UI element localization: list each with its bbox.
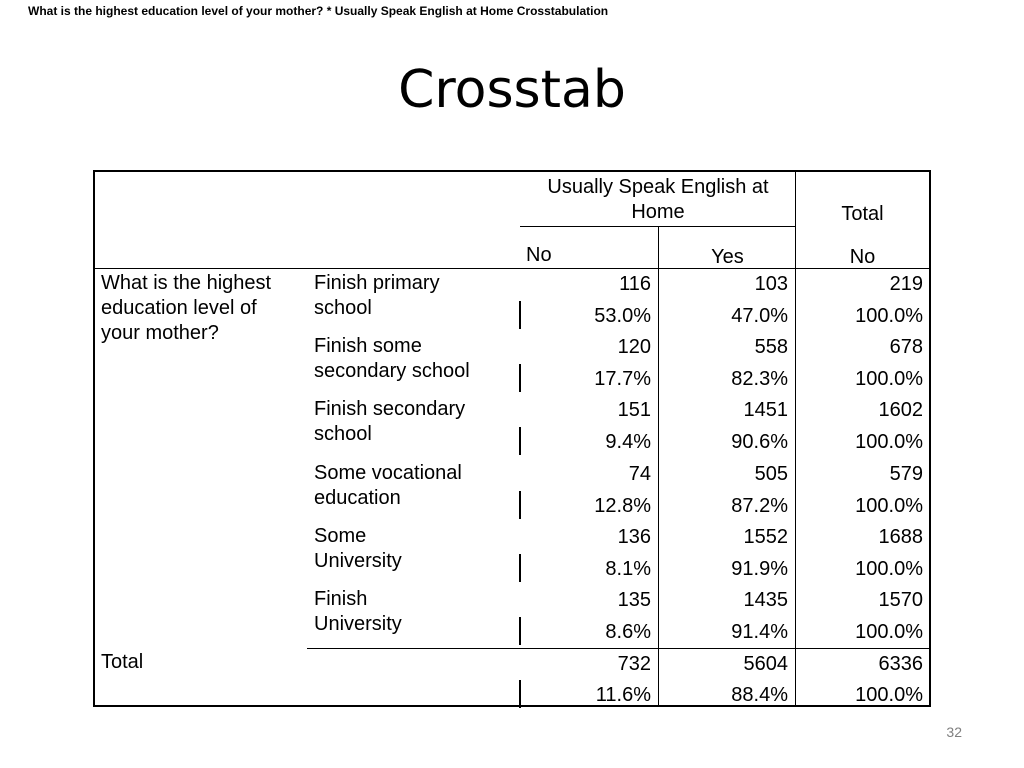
row-category-line-2: school [314,423,372,446]
yes-count-cell: 1435 [743,589,788,611]
row-variable-label [101,271,271,346]
no-pct-cell: 17.7% [594,368,651,391]
row-category-label [314,524,402,574]
total-count-cell: 1688 [878,525,923,548]
total-pct-cell: 100.0% [855,368,923,391]
yes-pct-cell: 47.0% [731,305,788,327]
row-category-label [314,461,462,511]
divider-body-total [307,648,929,649]
divider-group-header [520,226,796,227]
total-pct-cell: 100.0% [855,431,923,454]
column-group-line-2: Home [631,201,685,223]
yes-count-cell: 1451 [743,399,788,422]
row-category-line-1: Finish some [314,335,422,358]
total-total-count: 6336 [878,653,923,675]
page-number: 32 [946,724,962,740]
row-category-line-2: University [314,549,402,572]
no-pct-cell: 12.8% [594,494,651,517]
total-count-cell: 678 [889,336,923,359]
no-pct-cell: 8.1% [605,557,651,580]
row-category-label [314,334,470,384]
row-category-line-2: secondary school [314,360,470,383]
total-count-cell: 1570 [878,589,923,611]
yes-pct-cell: 82.3% [731,368,788,391]
column-group-header [520,175,796,225]
column-group-line-1: Usually Speak English at [547,176,769,198]
no-count-cell: 74 [628,462,651,485]
total-pct-cell: 100.0% [855,557,923,580]
yes-pct-cell: 91.4% [731,621,788,643]
row-variable-line-1: What is the highest [101,272,272,294]
yes-count-cell: 1552 [743,525,788,548]
yes-pct-cell: 87.2% [731,494,788,517]
row-category-line-1: Finish primary [314,272,440,294]
total-pct-cell: 100.0% [855,305,923,327]
total-no-pct: 11.6% [595,684,651,706]
no-pct-cell: 9.4% [605,431,651,454]
yes-count-cell: 558 [754,336,788,359]
row-variable-line-2: education level of [101,297,257,319]
yes-pct-cell: 91.9% [731,557,788,580]
total-column-header: Total [841,203,884,225]
no-count-cell: 151 [617,399,651,422]
no-count-cell: 120 [617,336,651,359]
slide-title: Crosstab [398,60,626,120]
row-category-line-1: Finish [314,588,368,610]
column-header-yes: Yes [711,246,744,268]
row-category-line-2: school [314,297,372,319]
no-pct-cell: 53.0% [594,305,651,327]
row-category-line-1: Some [314,524,367,547]
total-row-label: Total [101,651,144,673]
row-category-line-1: Finish secondary [314,398,466,421]
no-count-cell: 135 [617,589,651,611]
row-category-label [314,587,402,637]
row-category-label [314,271,440,321]
total-yes-pct: 88.4% [731,684,788,706]
row-category-line-2: education [314,486,401,509]
row-category-line-2: University [314,613,402,635]
no-count-cell: 116 [619,273,651,295]
yes-count-cell: 505 [754,462,788,485]
no-count-cell: 136 [617,525,651,548]
crosstab-table [93,170,931,707]
row-category-line-1: Some vocational [314,461,462,484]
row-variable-line-3: your mother? [101,322,219,344]
yes-pct-cell: 90.6% [731,431,788,454]
total-no-count: 732 [617,653,651,675]
total-pct-cell: 100.0% [855,494,923,517]
crosstab-caption: What is the highest education level of your mother? * Usually Speak English at Home Crosstabulation [28,4,609,18]
total-total-pct: 100.0% [855,684,923,706]
column-header-no: No [526,244,552,266]
column-header-total-sub: No [849,246,876,268]
total-count-cell: 1602 [878,399,923,422]
total-count-cell: 579 [889,462,923,485]
total-count-cell: 219 [889,273,923,295]
total-yes-count: 5604 [743,653,788,675]
total-pct-cell: 100.0% [855,621,923,643]
yes-count-cell: 103 [754,273,788,295]
no-pct-cell: 8.6% [605,621,651,643]
row-category-label [314,397,465,447]
